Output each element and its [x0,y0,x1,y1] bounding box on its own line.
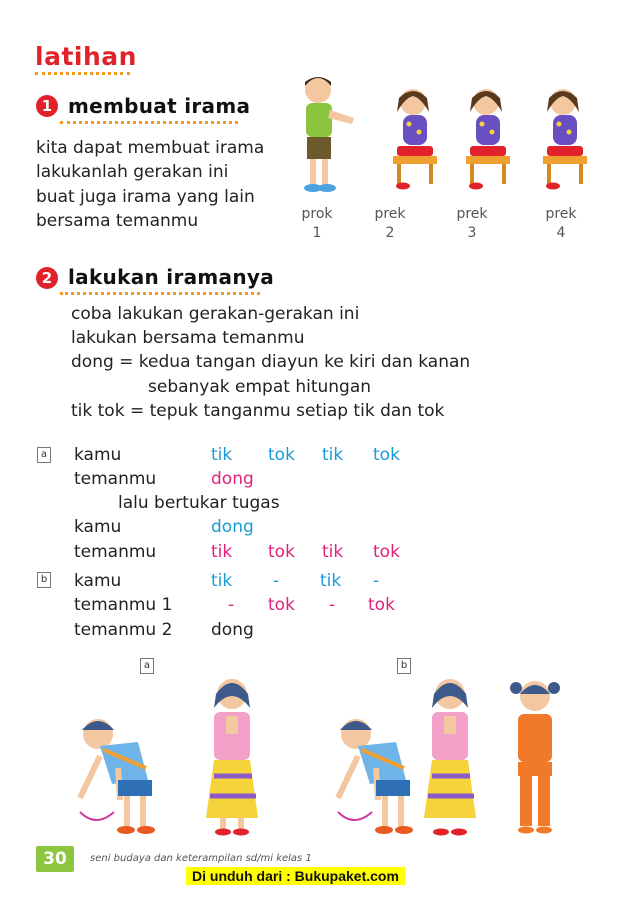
page-number: 30 [36,846,74,872]
bending-boy-figure-a [80,719,155,834]
exercise-b-row1-c2: - [273,571,280,591]
illustration-b-tag: b [397,658,411,674]
exercise-a-swap: lalu bertukar tugas [118,493,280,513]
beat-1 [292,205,342,243]
exercise-b-row1-c3: tik [320,571,342,591]
beat-4-count: 4 [556,225,566,241]
exercise-a-row2-who: temanmu [74,469,157,489]
exercise-b-row1-c4: - [373,571,380,591]
source-link[interactable]: Di unduh dari : Bukupaket.com [186,867,405,885]
section-1-line-4: bersama temanmu [36,211,199,231]
exercise-a-row1-c1: tik [211,445,233,465]
beat-3-count: 3 [467,225,477,241]
exercise-b-row2-c1: - [228,595,235,615]
section-1-underline [60,121,238,124]
exercise-b-row1-c1: tik [211,571,233,591]
beat-3 [447,205,497,243]
beat-2-word: prek [374,206,406,222]
beat-4 [536,205,586,243]
beat-4-word: prek [545,206,577,222]
exercise-a-row1-c4: tok [373,445,400,465]
exercise-b-row1-who: kamu [74,571,122,591]
section-2-title: lakukan iramanya [68,265,275,289]
exercise-a-row2-c1: dong [211,469,254,489]
exercise-b-row3-c1: dong [211,620,254,640]
book-title-footer: seni budaya dan keterampilan sd/mi kelas 1 [90,853,312,864]
beat-3-word: prek [456,206,488,222]
exercise-a-row4-c2: tok [268,542,295,562]
section-1-line-3: buat juga irama yang lain [36,187,255,207]
standing-girl-figure-b1 [424,679,476,836]
section-1-badge: 1 [36,95,58,117]
standing-girl-figure-a [206,679,258,836]
section-2-badge: 2 [36,267,58,289]
beat-2-count: 2 [385,225,395,241]
seated-girl-figure-2 [466,89,510,190]
section-2-line-1: coba lakukan gerakan-gerakan ini [71,304,360,324]
heading-underline [35,72,130,75]
section-2-underline [60,292,260,295]
section-1-line-2: lakukanlah gerakan ini [36,162,229,182]
seated-girl-figure-1 [393,89,437,190]
exercise-a-row3-c1: dong [211,517,254,537]
exercise-b-tag: b [37,572,51,588]
dancing-children-illustration [60,672,580,844]
exercise-a-row1-who: kamu [74,445,122,465]
exercise-a-row4-c3: tik [322,542,344,562]
standing-girl-figure-b2 [510,681,560,834]
beat-2 [365,205,415,243]
section-2-line-2: lakukan bersama temanmu [71,328,305,348]
exercise-b-row3-who: temanmu 2 [74,620,173,640]
bending-boy-figure-b [338,719,413,834]
seated-girl-figure-3 [543,89,587,190]
exercise-a-row3-who: kamu [74,517,122,537]
beat-1-count: 1 [312,225,322,241]
section-1-line-1: kita dapat membuat irama [36,138,265,158]
exercise-b-row2-c3: - [329,595,336,615]
exercise-b-row2-who: temanmu 1 [74,595,173,615]
section-2-line-4: sebanyak empat hitungan [148,377,372,397]
section-2-line-5: tik tok = tepuk tanganmu setiap tik dan tok [71,401,445,421]
exercise-a-row1-c2: tok [268,445,295,465]
standing-boy-figure [304,77,354,192]
beat-1-word: prok [301,206,333,222]
exercise-a-row4-who: temanmu [74,542,157,562]
exercise-a-tag: a [37,447,51,463]
page-heading: latihan [35,42,137,71]
section-1-title: membuat irama [68,94,251,118]
exercise-a-row1-c3: tik [322,445,344,465]
exercise-a-row4-c1: tik [211,542,233,562]
section-2-line-3: dong = kedua tangan diayun ke kiri dan kanan [71,352,471,372]
clapping-children-illustration [280,68,610,202]
exercise-b-row2-c2: tok [268,595,295,615]
exercise-a-row4-c4: tok [373,542,400,562]
exercise-b-row2-c4: tok [368,595,395,615]
illustration-a-tag: a [140,658,154,674]
